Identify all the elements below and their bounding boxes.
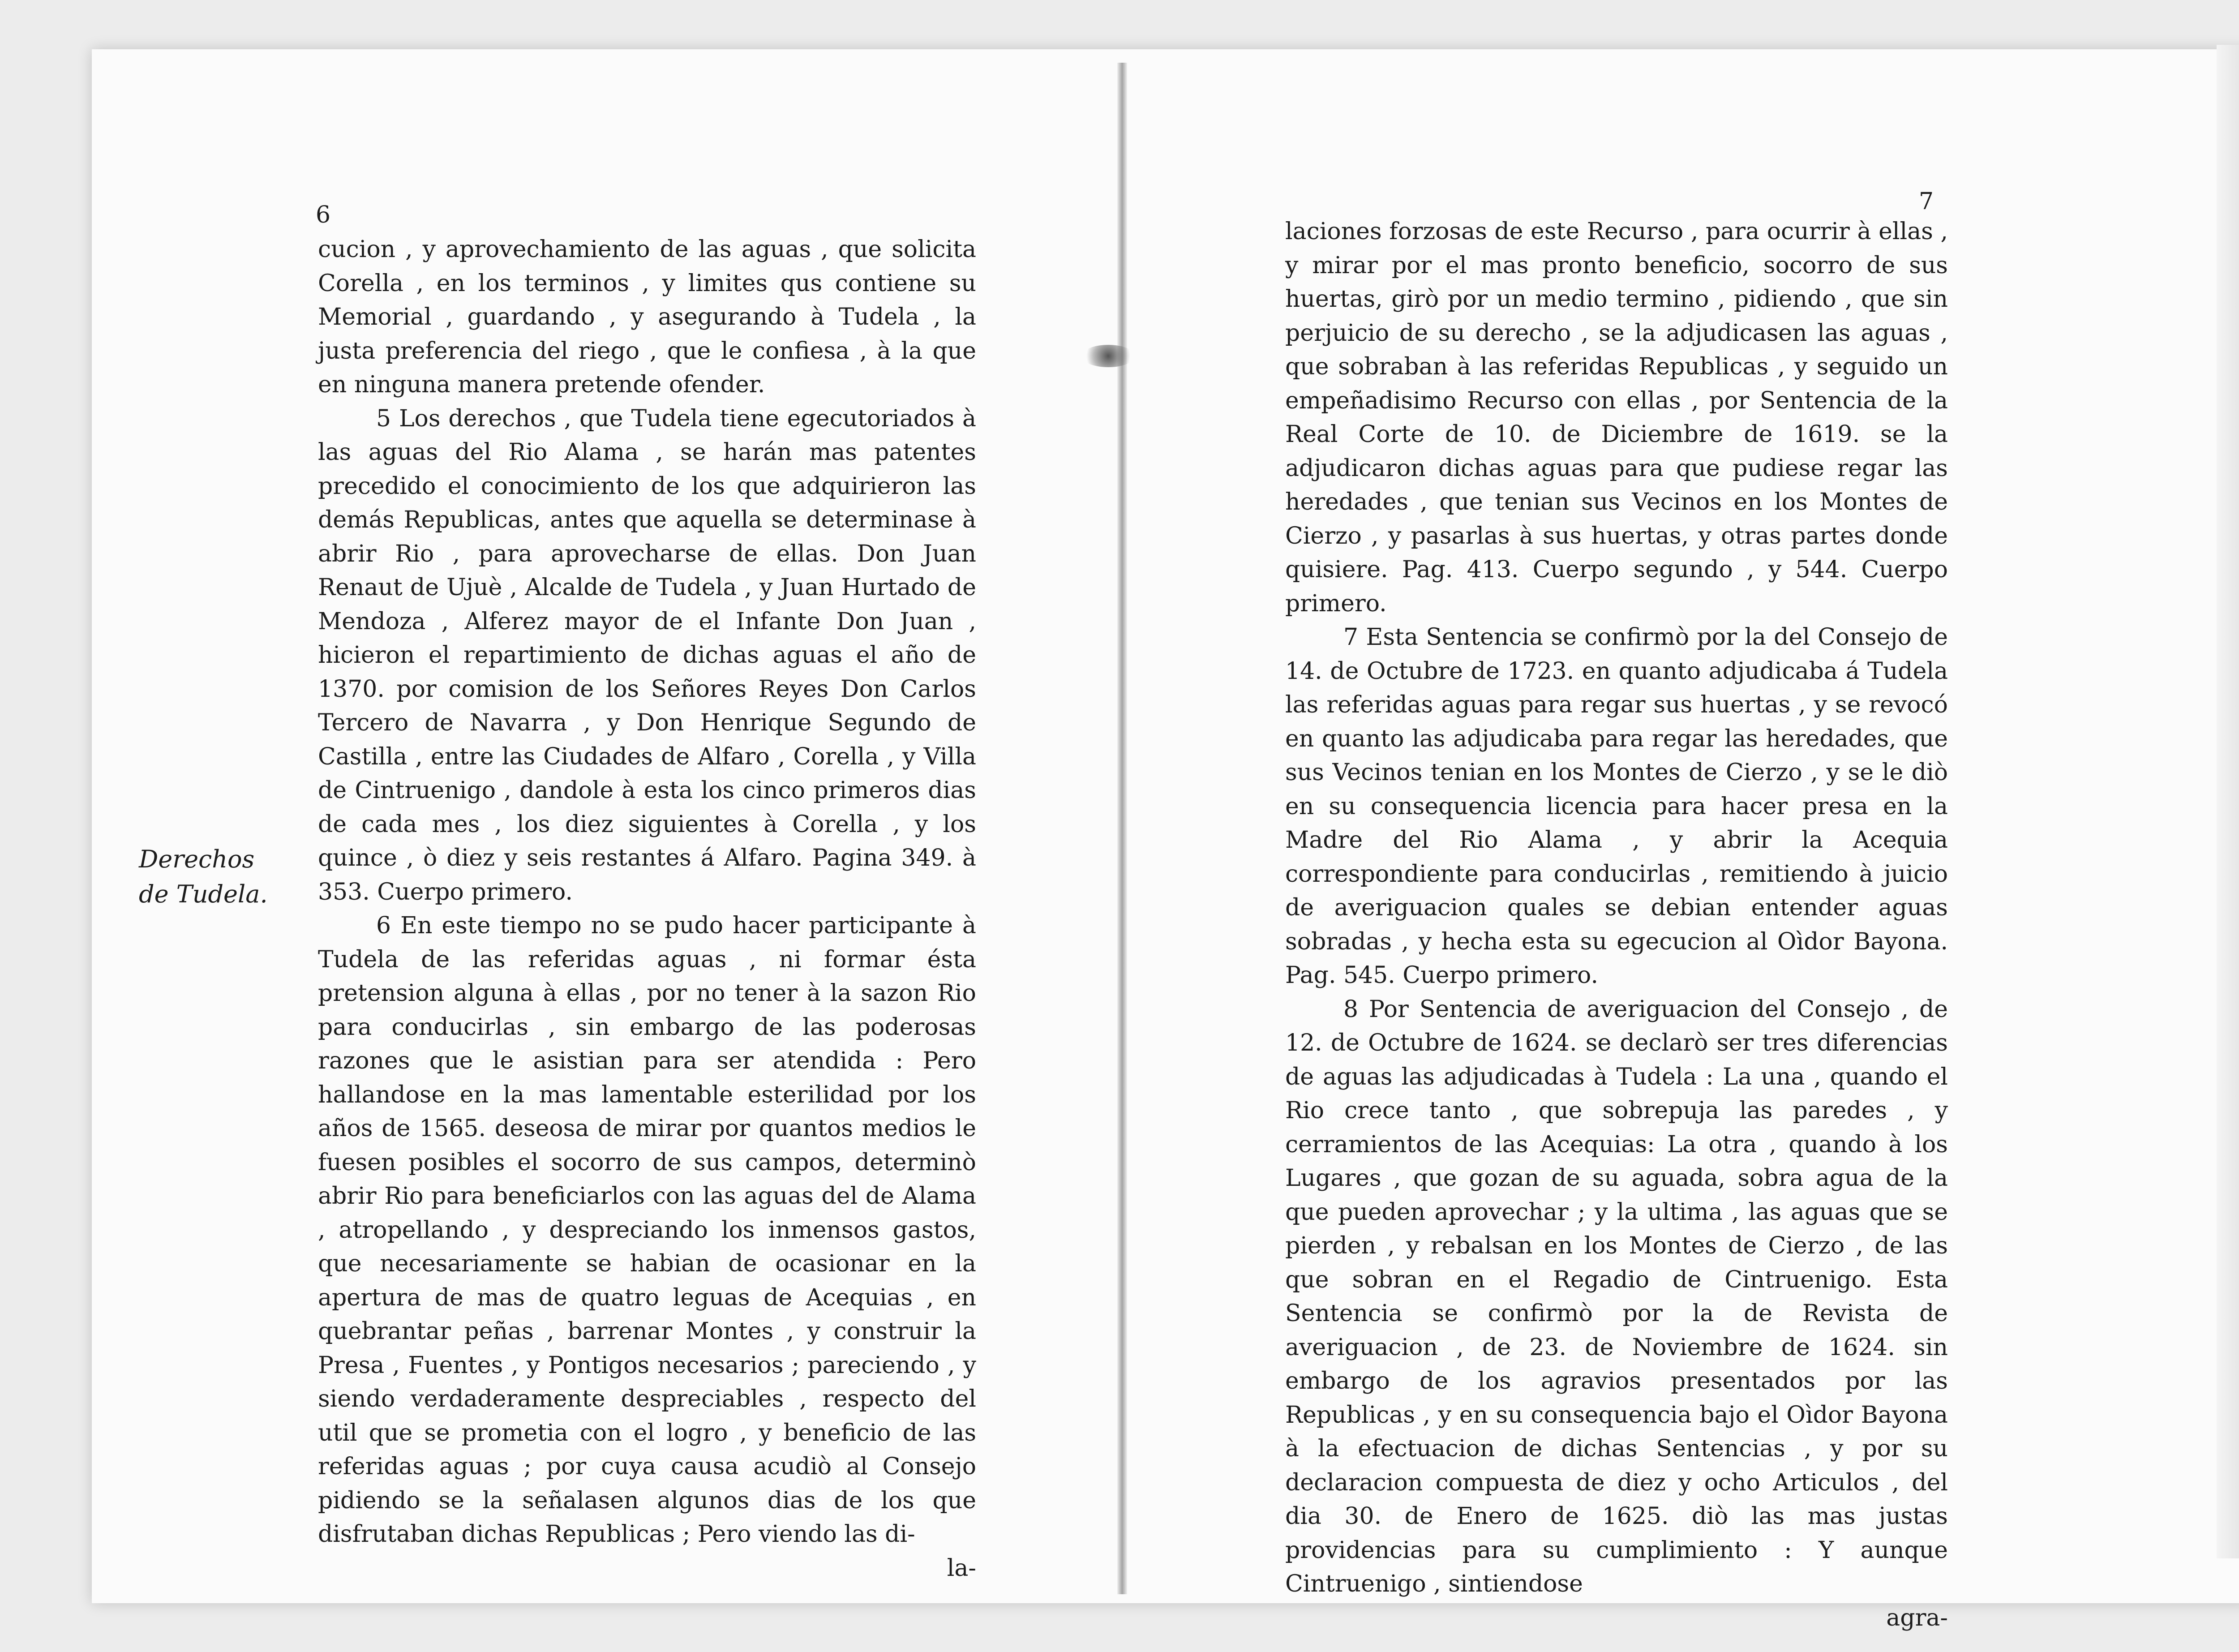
book-fold	[1117, 63, 1127, 1594]
left-page-text	[318, 233, 976, 1585]
catchword: la-	[947, 1554, 976, 1582]
paragraph: 7 Esta Sentencia se confirmò por la del Consejo de 14. de Octubre de 1723. en quanto adjudicaba á Tudela las referidas aguas para regar sus huertas , y se revocó en quanto las adjudicaba para regar las heredades, que sus Vecinos tenian en los Montes de Cierzo , y se le diò en su consequencia licencia para hacer presa en la Madre del Rio Alama , y abrir la Acequia correspondiente para conducirlas , remitiendo à juicio de averiguacion quales se debian entender aguas sobradas , y hecha esta su egecucion al Oìdor Bayona. Pag. 545. Cuerpo primero.	[1285, 624, 1948, 989]
paragraph: 6 En este tiempo no se pudo hacer participante à Tudela de las referidas aguas , ni formar ésta pretension alguna à ellas , por no tener à la sazon Rio para conducirlas , sin embargo de las poderosas razones que le asistian para ser atendida : Pero hallandose en la mas lamentable esterilidad por los años de 1565. deseosa de mirar por quantos medios le fuesen posibles el socorro de sus campos, determinò abrir Rio para beneficiarlos con las aguas del de Alama , atropellando , y despreciando los inmensos gastos, que necesariamente se habian de ocasionar en la apertura de mas de quatro leguas de Acequias , en quebrantar peñas , barrenar Montes , y construir la Presa , Fuentes , y Pontigos necesarios ; pareciendo , y siendo verdaderamente despreciables , respecto del util que se prometia con el logro , y beneficio de las referidas aguas ; por cuya causa acudiò al Consejo pidiendo se la señalasen algunos dias de los que disfrutaban dichas Republicas ; Pero viendo las di-	[318, 912, 976, 1548]
page-number-right: 7	[1919, 188, 1934, 215]
page-number-left: 6	[316, 202, 331, 228]
right-page-text	[1285, 215, 1948, 1635]
paragraph: laciones forzosas de este Recurso , para ocurrir à ellas , y mirar por el mas pronto beneficio, socorro de sus huertas, girò por un medio termino , pidiendo , que sin perjuicio de su derecho , se la adjudicasen las aguas , que sobraban à las referidas Republicas , y seguido un empeñadisimo Recurso con ellas , por Sentencia de la Real Corte de 10. de Diciembre de 1619. se la adjudicaron dichas aguas para que pudiese regar las heredades , que tenian sus Vecinos en los Montes de Cierzo , y pasarlas à sus huertas, y otras partes donde quisiere. Pag. 413. Cuerpo segundo , y 544. Cuerpo primero.	[1285, 218, 1948, 617]
page-edge	[2217, 45, 2239, 1558]
catchword: agra-	[1886, 1604, 1948, 1631]
paragraph: cucion , y aprovechamiento de las aguas , que solicita Corella , en los terminos , y limites qus contiene su Memorial , guardando , y asegurando à Tudela , la justa preferencia del riego , que le confiesa , à la que en ninguna manera pretende ofender.	[318, 236, 976, 398]
paragraph: 8 Por Sentencia de averiguacion del Consejo , de 12. de Octubre de 1624. se declarò ser tres diferencias de aguas las adjudicadas à Tudela : La una , quando el Rio crece tanto , que sobrepuja las paredes , y cerramientos de las Acequias: La otra , quando à los Lugares , que gozan de su aguada, sobra agua de la que pueden aprovechar ; y la ultima , las aguas que se pierden , y rebalsan en los Montes de Cierzo , de las que sobran en el Regadio de Cintruenigo. Esta Sentencia se confirmò por la de Revista de averiguacion , de 23. de Noviembre de 1624. sin embargo de los agravios presentados por las Republicas , y en su consequencia bajo el Oìdor Bayona à la efectuacion de dichas Sentencias , y por su declaracion compuesta de diez y ocho Articulos , del dia 30. de Enero de 1625. diò las mas justas providencias para su cumplimiento : Y aunque Cintruenigo , sintiendose	[1285, 995, 1948, 1597]
margin-note: Derechos de Tudela.	[139, 845, 268, 908]
binding-stain	[1081, 345, 1135, 367]
paragraph: 5 Los derechos , que Tudela tiene egecutoriados à las aguas del Rio Alama , se harán mas patentes precedido el conocimiento de los que adquirieron las demás Republicas, antes que aquella se determinase à abrir Rio , para aprovecharse de ellas. Don Juan Renaut de Ujuè , Alcalde de Tudela , y Juan Hurtado de Mendoza , Alferez mayor de el Infante Don Juan , hicieron el repartimiento de dichas aguas el año de 1370. por comision de los Señores Reyes Don Carlos Tercero de Navarra , y Don Henrique Segundo de Castilla , entre las Ciudades de Alfaro , Corella , y Villa de Cintruenigo , dandole à esta los cinco primeros dias de cada mes , los diez siguientes à Corella , y los quince , ò diez y seis restantes á Alfaro. Pagina 349. à 353. Cuerpo primero.	[318, 405, 976, 905]
